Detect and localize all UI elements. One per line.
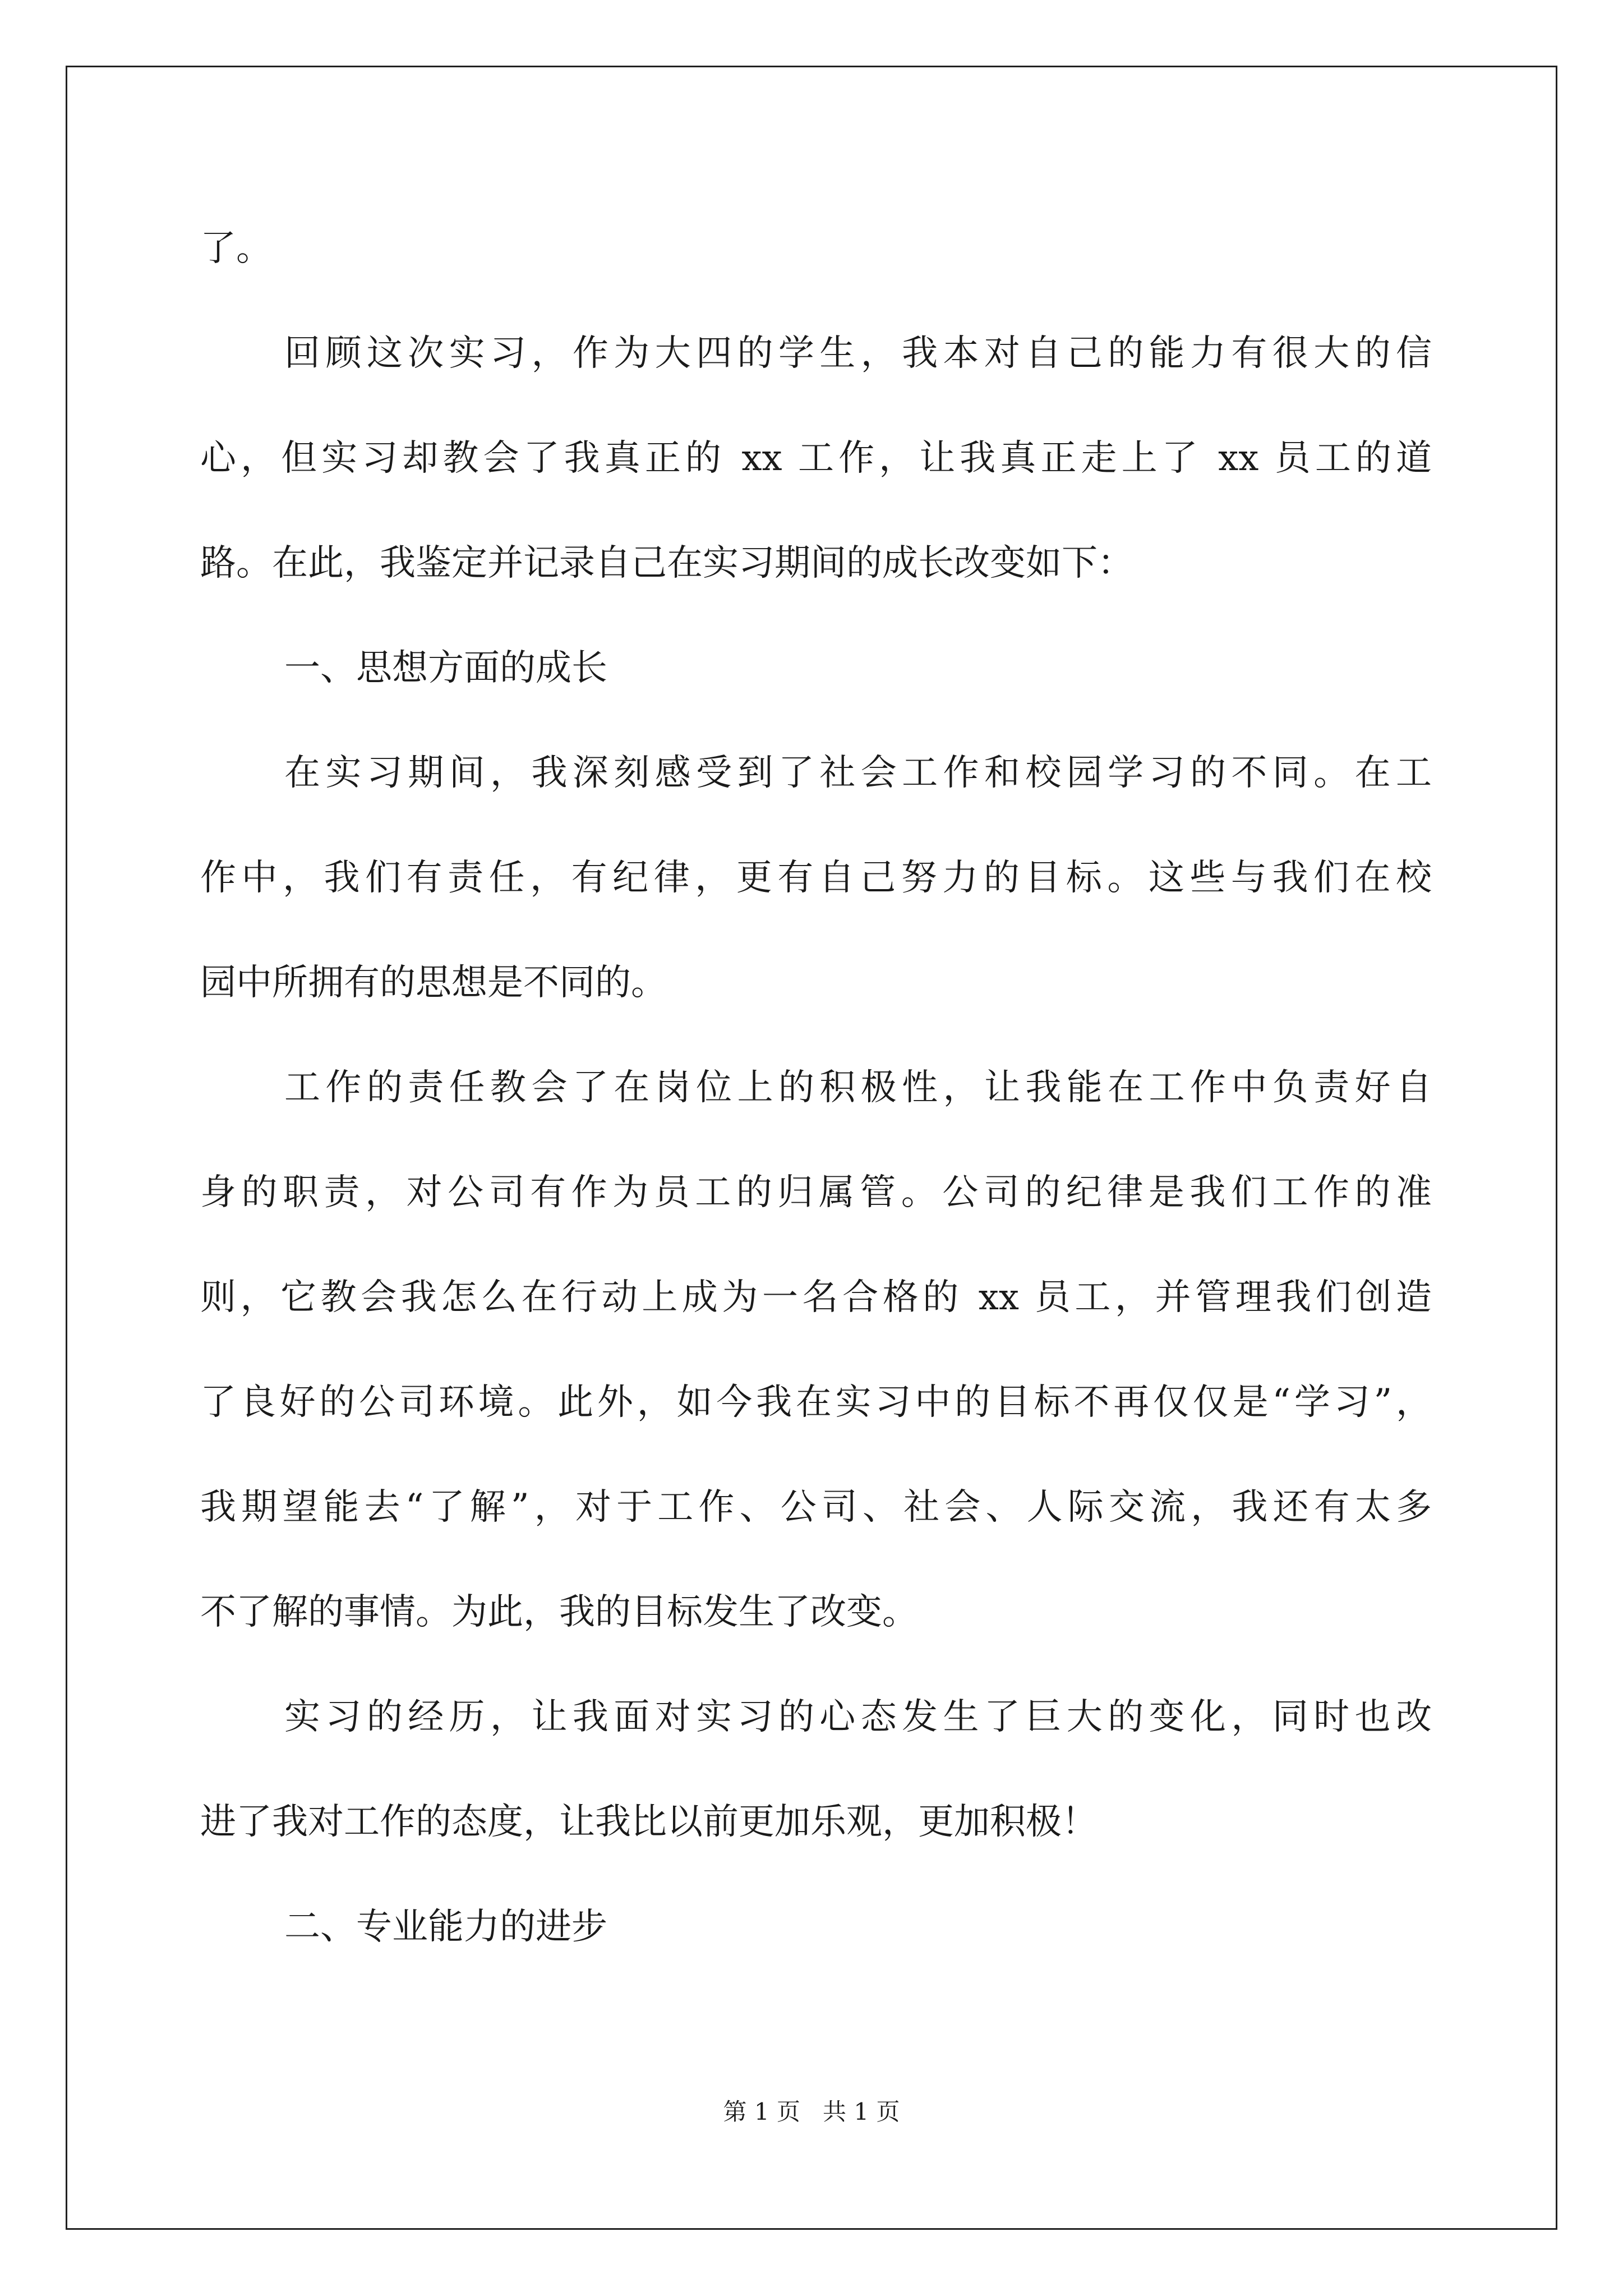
document-body (200, 196, 1432, 1980)
paragraph-line: 路。在此，我鉴定并记录自己在实习期间的成长改变如下： (200, 542, 1133, 584)
page-number-footer: 第 1 页 共 1 页 (723, 2098, 900, 2125)
paragraph-line: 作中，我们有责任，有纪律，更有自己努力的目标。这些与我们在校 (200, 857, 1432, 899)
paragraph-line: 不了解的事情。为此，我的目标发生了改变。 (200, 1591, 918, 1633)
section-heading-2: 二、专业能力的进步 (284, 1906, 607, 1948)
paragraph-line: 工作的责任教会了在岗位上的积极性，让我能在工作中负责好自 (284, 1067, 1432, 1108)
paragraph-line: 在实习期间，我深刻感受到了社会工作和校园学习的不同。在工 (284, 752, 1432, 794)
paragraph-line: 进了我对工作的态度，让我比以前更加乐观，更加积极！ (200, 1801, 1098, 1843)
paragraph-line: 则，它教会我怎么在行动上成为一名合格的 xx 员工，并管理我们创造 (200, 1277, 1432, 1318)
paragraph-line: 我期望能去“了解”，对于工作、公司、社会、人际交流，我还有太多 (200, 1487, 1432, 1528)
paragraph-line: 实习的经历，让我面对实习的心态发生了巨大的变化，同时也改 (284, 1696, 1432, 1738)
text-line-continuation: 了。 (200, 228, 272, 269)
paragraph-line: 回顾这次实习，作为大四的学生，我本对自己的能力有很大的信 (284, 333, 1432, 374)
paragraph-line: 身的职责，对公司有作为员工的归属管。公司的纪律是我们工作的准 (200, 1172, 1432, 1213)
paragraph-line: 心，但实习却教会了我真正的 xx 工作，让我真正走上了 xx 员工的道 (200, 438, 1432, 479)
paragraph-line: 了良好的公司环境。此外，如今我在实习中的目标不再仅仅是“学习”， (200, 1382, 1432, 1423)
paragraph-line: 园中所拥有的思想是不同的。 (200, 962, 667, 1004)
section-heading-1: 一、思想方面的成长 (284, 647, 607, 689)
